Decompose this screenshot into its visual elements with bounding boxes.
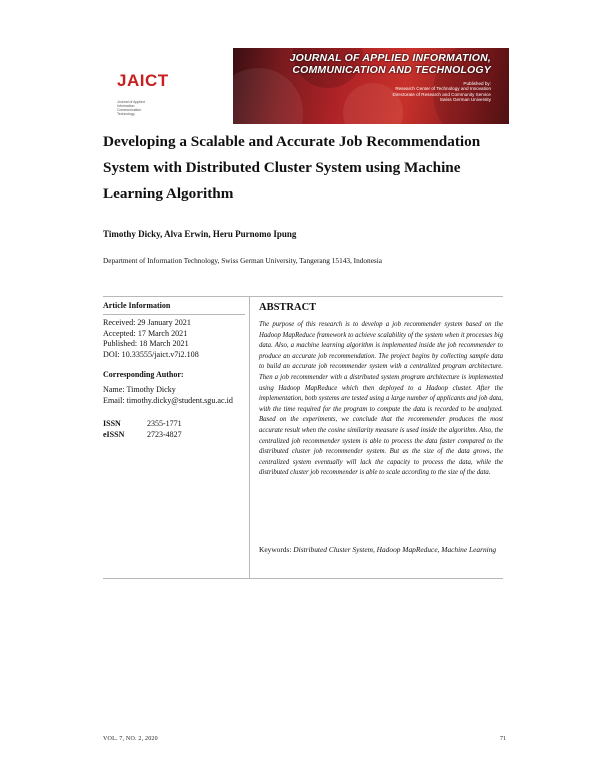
issn-label: ISSN <box>103 419 121 428</box>
author-name: Name: Timothy Dicky <box>103 385 176 394</box>
published-date: Published: 18 March 2021 <box>103 339 189 349</box>
abstract-text: The purpose of this research is to develop a job recommender system based on the Hadoop MapReduce framework to achieve scalability of the system when it processes big data. Also, a machine learning algorithm is implemented inside the job recommender to produce an accurate job recommendation. The project begins by collecting sample data to build an accurate job recommender system with a centralized program architecture. Then a job recommender with a distributed system program architecture is implemented using Hadoop MapReduce which then deployed to a Hadoop cluster. After the implementation, both systems are tested using a large number of applicants and job data, with the time required for the program to compute the data is recorded to be analyzed. Based on the experiments, we conclude that the recommender produces the most accurate result when the cosine similarity measure is used inside the algorithm. Also, the centralized job recommender system is able to process the data faster compared to the distributed cluster job recommender system. But as the size of the data grows, the centralized system eventually will lack the capacity to process the data, while the distributed cluster job recommender is able to scale according to the size of the data. <box>259 321 503 477</box>
section-divider <box>103 296 503 297</box>
publisher-line-4: Swiss German University <box>439 97 491 103</box>
corresponding-author-block <box>103 385 233 406</box>
journal-title-line-1: JOURNAL OF APPLIED INFORMATION, <box>289 52 491 64</box>
article-info-divider <box>103 314 245 315</box>
keywords-text: Distributed Cluster System, Hadoop MapReduce, Machine Learning <box>293 545 497 554</box>
bottom-divider <box>103 578 503 579</box>
publisher-line-2: Research Center of Technology and Innovation <box>395 86 491 92</box>
journal-banner <box>233 48 509 124</box>
article-info-heading: Article Information <box>103 301 171 310</box>
author-list: Timothy Dicky, Alva Erwin, Heru Purnomo Ipung <box>103 229 297 239</box>
abstract-heading: ABSTRACT <box>259 302 317 313</box>
issn-value: 2355-1771 <box>147 419 182 428</box>
doi[interactable]: DOI: 10.33555/jaict.v7i2.108 <box>103 349 199 359</box>
journal-title-line-2: COMMUNICATION AND TECHNOLOGY <box>292 64 491 76</box>
journal-logo: JAICT <box>117 71 169 90</box>
journal-logo-subtext: Journal of Applied Information Communication Technology <box>117 100 145 116</box>
publisher-line-3: Directorate of Research and Community Service <box>392 91 491 97</box>
keywords-label: Keywords: <box>259 545 292 554</box>
volume-info: VOL. 7, NO. 2, 2020 <box>103 736 158 742</box>
affiliation: Department of Information Technology, Swiss German University, Tangerang 15143, Indonesia <box>103 256 383 265</box>
article-info-block <box>103 318 199 360</box>
accepted-date: Accepted: 17 March 2021 <box>103 328 188 338</box>
publisher-info <box>331 81 491 103</box>
corresponding-author-heading: Corresponding Author: <box>103 370 184 379</box>
author-email[interactable]: Email: timothy.dicky@student.sgu.ac.id <box>103 395 233 405</box>
received-date: Received: 29 January 2021 <box>103 318 191 327</box>
publisher-line-1: Published by: <box>463 81 491 86</box>
page-number: 71 <box>500 736 506 742</box>
eissn-value: 2723-4827 <box>147 430 182 439</box>
journal-title <box>290 52 491 76</box>
paper-title: Developing a Scalable and Accurate Job Recommendation System with Distributed Cluster System using Machine Learning Algorithm <box>103 133 481 202</box>
eissn-label: eISSN <box>103 430 125 439</box>
keywords <box>259 544 503 555</box>
column-divider <box>249 296 250 578</box>
